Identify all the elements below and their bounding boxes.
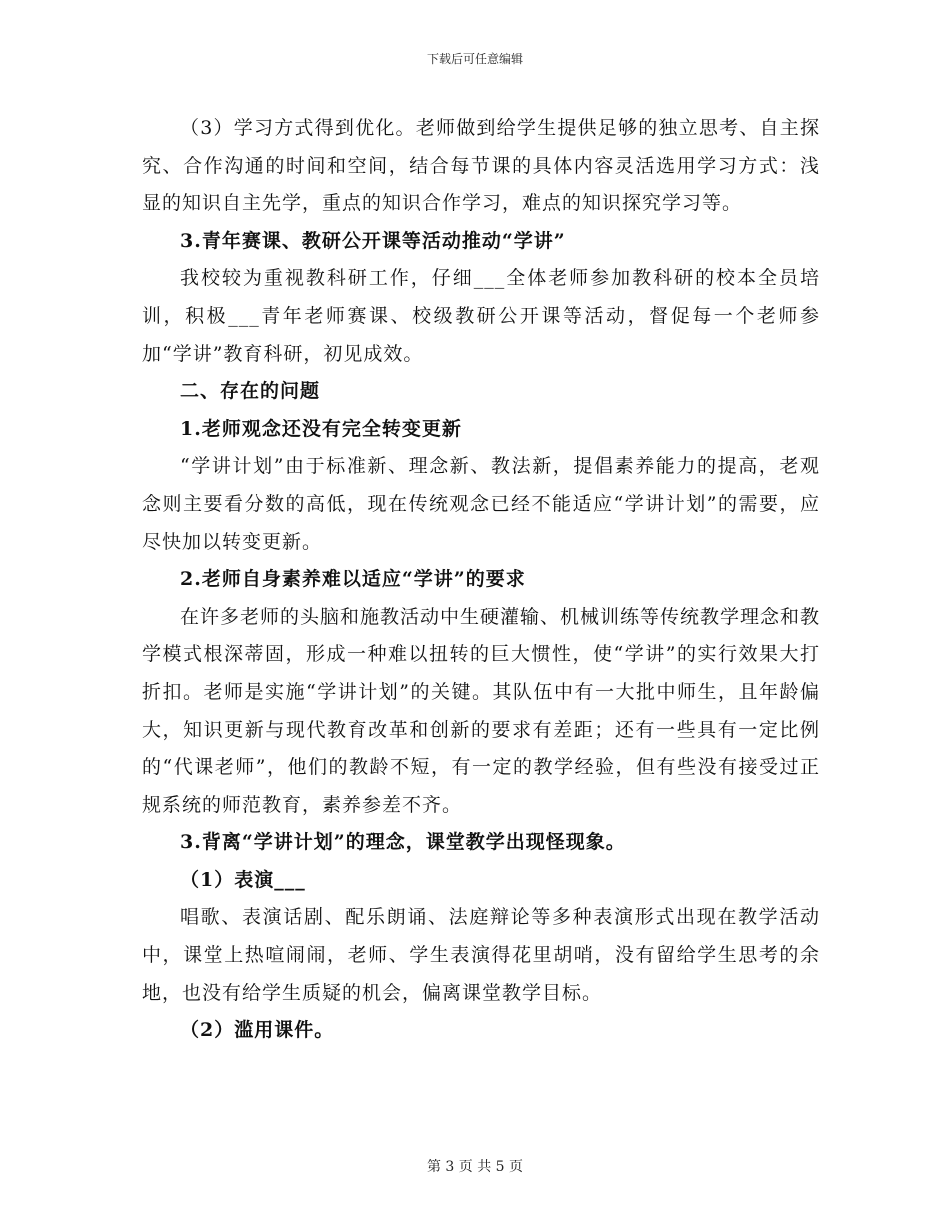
page-header: 下载后可任意编辑 [426,52,523,66]
page-footer: 第 3 页 共 5 页 [426,1159,524,1175]
paragraph-performance: 唱歌、表演话剧、配乐朗诵、法庭辩论等多种表演形式出现在教学活动中，课堂上热喧闹闹，老师、学生表演得花里胡哨，没有留给学生思考的余地，也没有给学生质疑的机会，偏离课堂教学目标。 [142,906,820,1004]
heading-courseware-abuse: （2）滥用课件。 [180,1019,335,1042]
document-body [142,110,820,1050]
heading-performance: （1）表演___ [180,868,306,891]
heading-teacher-quality: 2.老师自身素养难以适应“学讲”的要求 [180,568,526,591]
paragraph-teaching-research: 我校较为重视教科研工作，仔细___全体老师参加教科研的校本全员培训，积极___青年老师赛课、校级教研公开课等活动，督促每一个老师参加“学讲”教育科研，初见成效。 [142,267,820,365]
heading-youth-contest: 3.青年赛课、教研公开课等活动推动“学讲” [180,229,566,252]
heading-deviation: 3.背离“学讲计划”的理念，课堂教学出现怪现象。 [180,831,626,854]
heading-existing-problems: 二、存在的问题 [180,380,321,403]
paragraph-learning-methods: （3）学习方式得到优化。老师做到给学生提供足够的独立思考、自主探究、合作沟通的时间和空间，结合每节课的具体内容灵活选用学习方式：浅显的知识自主先学，重点的知识合作学习，难点的知识探究学习等。 [142,117,820,215]
paragraph-teacher-quality: 在许多老师的头脑和施教活动中生硬灌输、机械训练等传统教学理念和教学模式根深蒂固，形成一种难以扭转的巨大惯性，使“学讲”的实行效果大打折扣。老师是实施“学讲计划”的关键。其队伍中有一大批中师生，且年龄偏大，知识更新与现代教育改革和创新的要求有差距；还有一些具有一定比例的“代课老师”，他们的教龄不短，有一定的教学经验，但有些没有接受过正规系统的师范教育，素养参差不齐。 [142,605,821,816]
paragraph-teacher-concepts: “学讲计划”由于标准新、理念新、教法新，提倡素养能力的提高，老观念则主要看分数的高低，现在传统观念已经不能适应“学讲计划”的需要，应尽快加以转变更新。 [142,455,820,553]
heading-teacher-concepts: 1.老师观念还没有完全转变更新 [180,417,462,440]
